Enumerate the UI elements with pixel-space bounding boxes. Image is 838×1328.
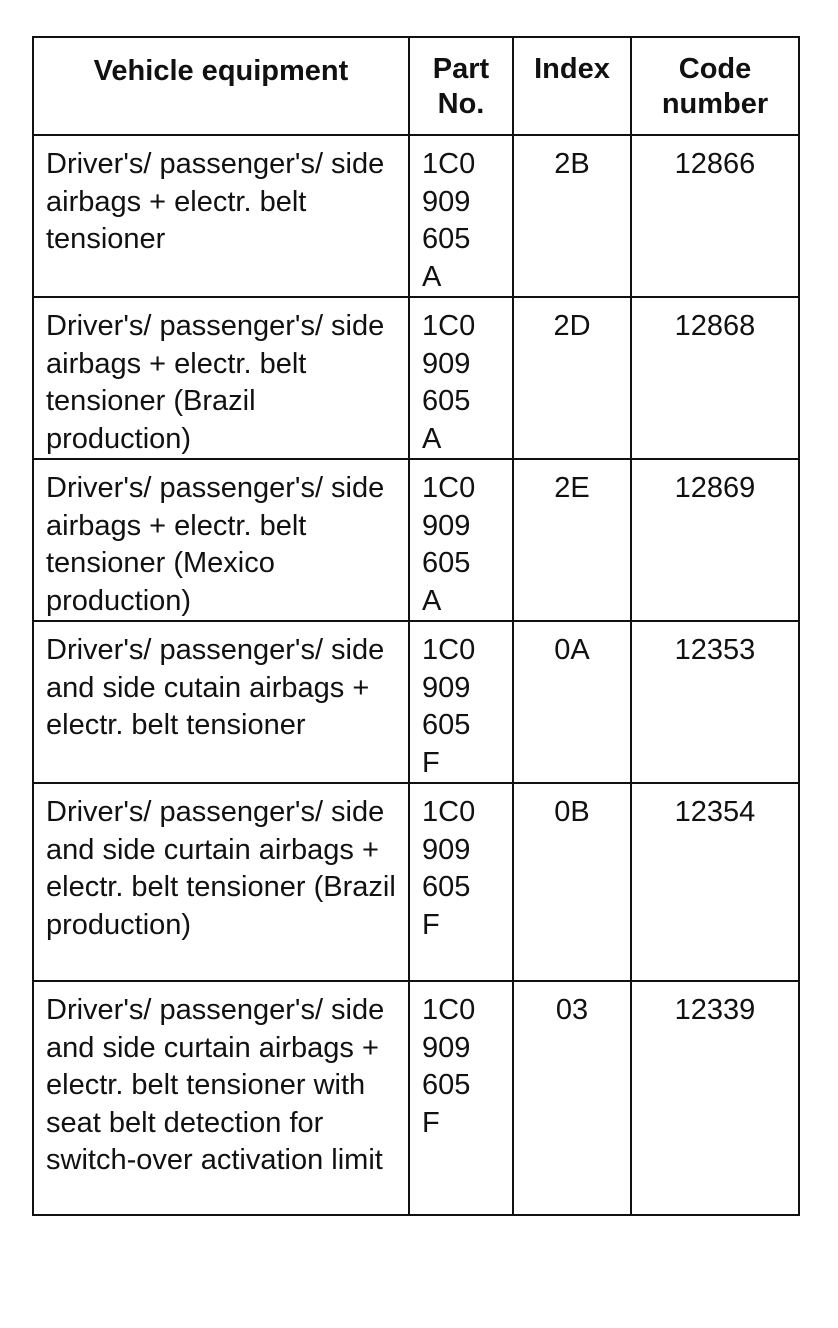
table-row <box>33 981 799 1215</box>
code-number-cell: 12866 <box>631 135 799 297</box>
part-no-cell: 1C0 909 605 A <box>409 459 513 621</box>
index-cell: 2E <box>513 459 631 621</box>
header-row <box>33 37 799 135</box>
table-row <box>33 783 799 981</box>
index-cell: 2D <box>513 297 631 459</box>
code-number-cell: 12869 <box>631 459 799 621</box>
vehicle-equipment-cell: Driver's/ passenger's/ side airbags + electr. belt tensioner (Brazil production) <box>33 297 409 459</box>
equipment-code-table <box>32 36 800 1216</box>
table-row <box>33 459 799 621</box>
header-part-no: Part No. <box>409 37 513 135</box>
header-code-number: Code number <box>631 37 799 135</box>
table-row <box>33 135 799 297</box>
index-cell: 0B <box>513 783 631 981</box>
header-vehicle-equipment: Vehicle equipment <box>33 37 409 135</box>
vehicle-equipment-cell: Driver's/ passenger's/ side and side cutain airbags + electr. belt tensioner <box>33 621 409 783</box>
code-number-cell: 12868 <box>631 297 799 459</box>
vehicle-equipment-cell: Driver's/ passenger's/ side airbags + electr. belt tensioner <box>33 135 409 297</box>
code-number-cell: 12354 <box>631 783 799 981</box>
part-no-cell: 1C0 909 605 F <box>409 621 513 783</box>
vehicle-equipment-cell: Driver's/ passenger's/ side and side curtain airbags + electr. belt tensioner (Brazil production) <box>33 783 409 981</box>
part-no-cell: 1C0 909 605 A <box>409 135 513 297</box>
code-number-cell: 12339 <box>631 981 799 1215</box>
index-cell: 0A <box>513 621 631 783</box>
table-row <box>33 621 799 783</box>
table-row <box>33 297 799 459</box>
index-cell: 03 <box>513 981 631 1215</box>
vehicle-equipment-cell: Driver's/ passenger's/ side airbags + electr. belt tensioner (Mexico production) <box>33 459 409 621</box>
index-cell: 2B <box>513 135 631 297</box>
part-no-cell: 1C0 909 605 F <box>409 981 513 1215</box>
vehicle-equipment-cell: Driver's/ passenger's/ side and side curtain airbags + electr. belt tensioner with seat belt detection for switch-over activation limit <box>33 981 409 1215</box>
code-number-cell: 12353 <box>631 621 799 783</box>
part-no-cell: 1C0 909 605 A <box>409 297 513 459</box>
header-index: Index <box>513 37 631 135</box>
part-no-cell: 1C0 909 605 F <box>409 783 513 981</box>
